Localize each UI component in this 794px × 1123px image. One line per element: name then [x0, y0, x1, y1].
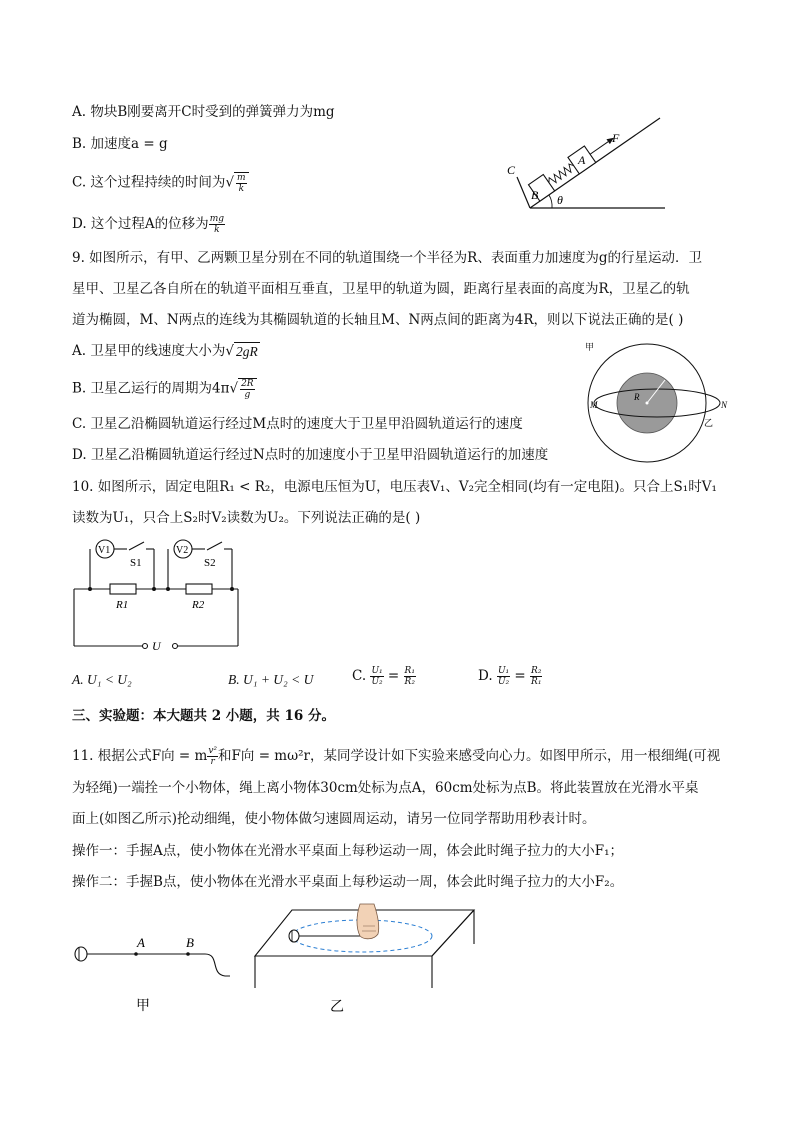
q8-option-d: [72, 214, 225, 235]
q8-label-f: F: [612, 131, 620, 145]
q11-label-jia: 甲: [136, 999, 150, 1014]
q10-option-c-right-fraction: $\frac{\text{R₁}}{\text{R₂}}$: [404, 666, 415, 687]
q10-option-d-left-fraction: $\frac{\text{U₁}}{\text{U₂}}$: [497, 666, 510, 687]
q11-stem-line2: 为轻绳)一端拴一个小物体，绳上离小物体30cm处标为点A，60cm处标为点B。将此装置放在光滑水平桌: [72, 780, 699, 796]
q8-label-b: B: [531, 188, 539, 202]
sqrt-symbol: √ $\frac{m}{k}$: [225, 172, 248, 194]
q10-option-a: A. U₁ < U₂: [72, 672, 132, 687]
q11-label-yi: 乙: [330, 1000, 344, 1015]
q9-label-yi: 乙: [704, 418, 714, 428]
q11-stem-line3: 面上(如图乙所示)抡动细绳，使小物体做匀速圆周运动，请另一位同学帮助用秒表计时。: [72, 811, 596, 827]
q10-circuit-figure: [72, 537, 247, 652]
q8-option-d-fraction: $\frac{mg}{k}$: [209, 214, 224, 235]
q11-formula-fraction: $\frac{\text{v²}}{r}$: [208, 746, 218, 767]
q11-label-a: A: [137, 935, 145, 950]
q10-label-u: U: [152, 639, 161, 653]
q8-label-theta: θ: [557, 193, 563, 207]
q10-stem-line1: 10. 如图所示，固定电阻R₁ < R₂，电源电压恒为U，电压表V₁、V₂完全相同(均有一定电阻)。只合上S₁时V₁: [72, 479, 717, 495]
q9-option-b: [72, 378, 257, 400]
q11-stem-line1: 11. 根据公式F向 = m $\frac{\text{v²}}{r}$ 和F向 = mω²r，某同学设计如下实验来感受向心力。如图甲所示，用一根细绳(可视: [72, 746, 721, 767]
q8-option-b: B. 加速度a = g: [72, 136, 168, 152]
q9-stem-line3: 道为椭圆，M、N两点的连线为其椭圆轨道的长轴且M、N两点间的距离为4R，则以下说法正确的是( ): [72, 312, 684, 328]
q9-stem-line2: 星甲、卫星乙各自所在的轨道平面相互垂直，卫星甲的轨道为圆，距离行星表面的高度为R，卫星乙的轨: [72, 281, 690, 297]
q9-stem-line1: 9. 如图所示，有甲、乙两颗卫星分别在不同的轨道围绕一个半径为R、表面重力加速度为g的行星运动．卫: [72, 250, 702, 266]
q8-incline-figure: [500, 110, 680, 220]
q9-option-c: C. 卫星乙沿椭圆轨道运行经过M点时的速度大于卫星甲沿圆轨道运行的速度: [72, 416, 523, 432]
q10-label-r2: R2: [192, 599, 205, 611]
q10-option-b: B. U₁ + U₂ < U: [228, 672, 314, 687]
q8-option-d-text: D. 这个过程A的位移为: [72, 216, 209, 232]
section-heading-experiments: 三、实验题：本大题共 2 小题，共 16 分。: [72, 708, 335, 724]
q10-label-s2: S2: [204, 557, 216, 569]
q9-option-a: [72, 342, 260, 361]
q11-operation-2: 操作二：手握B点，使小物体在光滑水平桌面上每秒运动一周，体会此时绳子拉力的大小F₂。: [72, 874, 624, 890]
q9-label-jia: 甲: [585, 342, 595, 352]
q9-option-b-text: B. 卫星乙运行的周期为4π: [72, 380, 230, 397]
q10-label-r1: R1: [116, 599, 129, 611]
q10-label-v2: V2: [176, 545, 189, 556]
sqrt-symbol: √ 2gR: [225, 343, 258, 359]
q9-option-d: D. 卫星乙沿椭圆轨道运行经过N点时的加速度小于卫星甲沿圆轨道运行的加速度: [72, 447, 549, 463]
q10-option-c-left-fraction: $\frac{\text{U₁}}{\text{U₂}}$: [371, 666, 383, 687]
sqrt-symbol: √ $\frac{2R}{g}$: [229, 378, 256, 400]
q11-label-b: B: [186, 935, 194, 950]
q9-label-m: M: [590, 400, 598, 410]
q9-orbit-figure: [584, 340, 734, 470]
q8-option-c: [72, 172, 249, 194]
q8-label-c: C: [507, 163, 516, 177]
q11-figure-yi: [252, 896, 482, 1021]
q10-label-v1: V1: [98, 545, 111, 556]
q8-label-a: A: [578, 153, 586, 167]
q10-stem-line2: 读数为U₁，只合上S₂时V₂读数为U₂。下列说法正确的是( ): [72, 510, 421, 526]
q9-label-n: N: [721, 400, 728, 410]
q10-option-d: D. $\frac{\text{U₁}}{\text{U₂}}$ = $\frac{\text{R₂}}{\text{R₁}}$: [478, 666, 542, 687]
q9-option-a-text: A. 卫星甲的线速度大小为: [72, 343, 226, 359]
q8-option-a: A. 物块B刚要离开C时受到的弹簧弹力为mg: [72, 104, 335, 120]
q8-option-c-text: C. 这个过程持续的时间为: [72, 174, 226, 191]
q11-operation-1: 操作一：手握A点，使小物体在光滑水平桌面上每秒运动一周，体会此时绳子拉力的大小F₁；: [72, 843, 624, 859]
q10-label-s1: S1: [130, 557, 142, 569]
q11-figure-jia: [70, 930, 240, 1020]
q9-label-r: R: [634, 392, 640, 402]
q10-option-c: C. $\frac{\text{U₁}}{\text{U₂}}$ = $\frac{\text{R₁}}{\text{R₂}}$: [352, 666, 415, 687]
q10-option-d-right-fraction: $\frac{\text{R₂}}{\text{R₁}}$: [531, 666, 542, 687]
